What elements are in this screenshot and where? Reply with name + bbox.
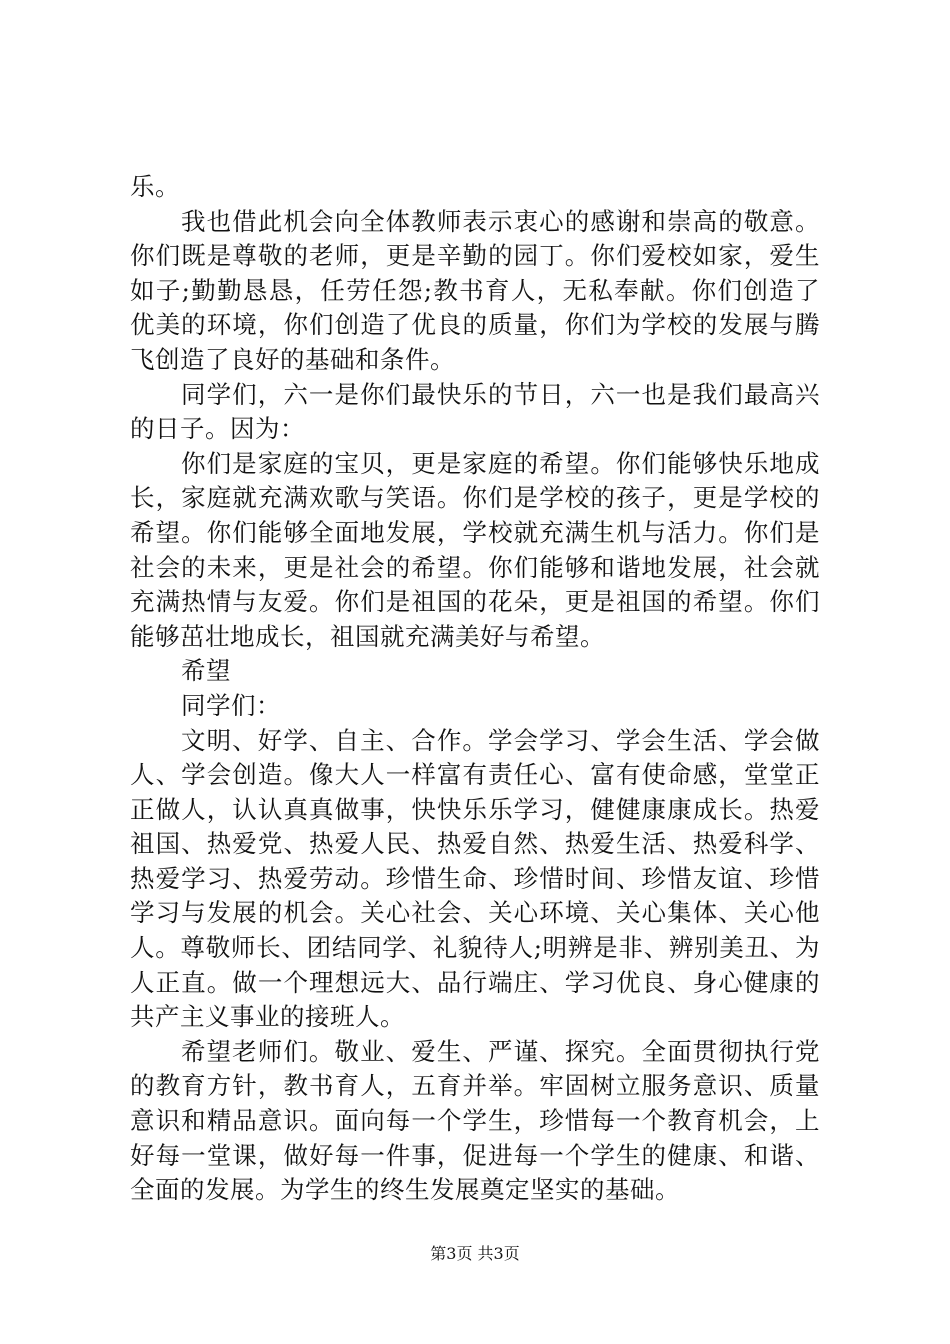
paragraph-teachers-expectations: 希望老师们。敬业、爱生、严谨、探究。全面贯彻执行党的教育方针，教书育人，五育并举。牢固树立服务意识、质量意识和精品意识。面向每一个学生，珍惜每一个教育机会，上好每一堂课，做好每一件事，促进每一个学生的健康、和谐、全面的发展。为学生的终生发展奠定坚实的基础。 bbox=[130, 1036, 820, 1205]
paragraph-students-expectations: 文明、好学、自主、合作。学会学习、学会生活、学会做人、学会创造。像大人一样富有责任心、富有使命感，堂堂正正做人，认认真真做事，快快乐乐学习，健健康康成长。热爱祖国、热爱党、热爱人民、热爱自然、热爱生活、热爱科学、热爱学习、热爱劳动。珍惜生命、珍惜时间、珍惜友谊、珍惜学习与发展的机会。关心社会、关心环境、关心集体、关心他人。尊敬师长、团结同学、礼貌待人;明辨是非、辨别美丑、为人正直。做一个理想远大、品行端庄、学习优良、身心健康的共产主义事业的接班人。 bbox=[130, 725, 820, 1032]
paragraph-teacher-thanks: 我也借此机会向全体教师表示衷心的感谢和崇高的敬意。你们既是尊敬的老师，更是辛勤的园丁。你们爱校如家，爱生如子;勤勤恳恳，任劳任怨;教书育人，无私奉献。你们创造了优美的环境，你们创造了优良的质量，你们为学校的发展与腾飞创造了良好的基础和条件。 bbox=[130, 206, 820, 374]
document-body bbox=[130, 170, 820, 1208]
paragraph-students-salutation: 同学们： bbox=[181, 690, 281, 720]
paragraph-children-day: 同学们，六一是你们最快乐的节日，六一也是我们最高兴的日子。因为： bbox=[130, 379, 820, 444]
paragraph-hope-heading: 希望 bbox=[181, 656, 231, 686]
page-number-label: 第3页 共3页 bbox=[430, 1244, 520, 1263]
page-footer bbox=[0, 1243, 950, 1265]
paragraph-continuation: 乐。 bbox=[130, 172, 180, 201]
paragraph-hope-of-family: 你们是家庭的宝贝，更是家庭的希望。你们能够快乐地成长，家庭就充满欢歌与笑语。你们是学校的孩子，更是学校的希望。你们能够全面地发展，学校就充满生机与活力。你们是社会的未来，更是社会的希望。你们能够和谐地发展，社会就充满热情与友爱。你们是祖国的花朵，更是祖国的希望。你们能够茁壮地成长，祖国就充满美好与希望。 bbox=[130, 448, 820, 651]
